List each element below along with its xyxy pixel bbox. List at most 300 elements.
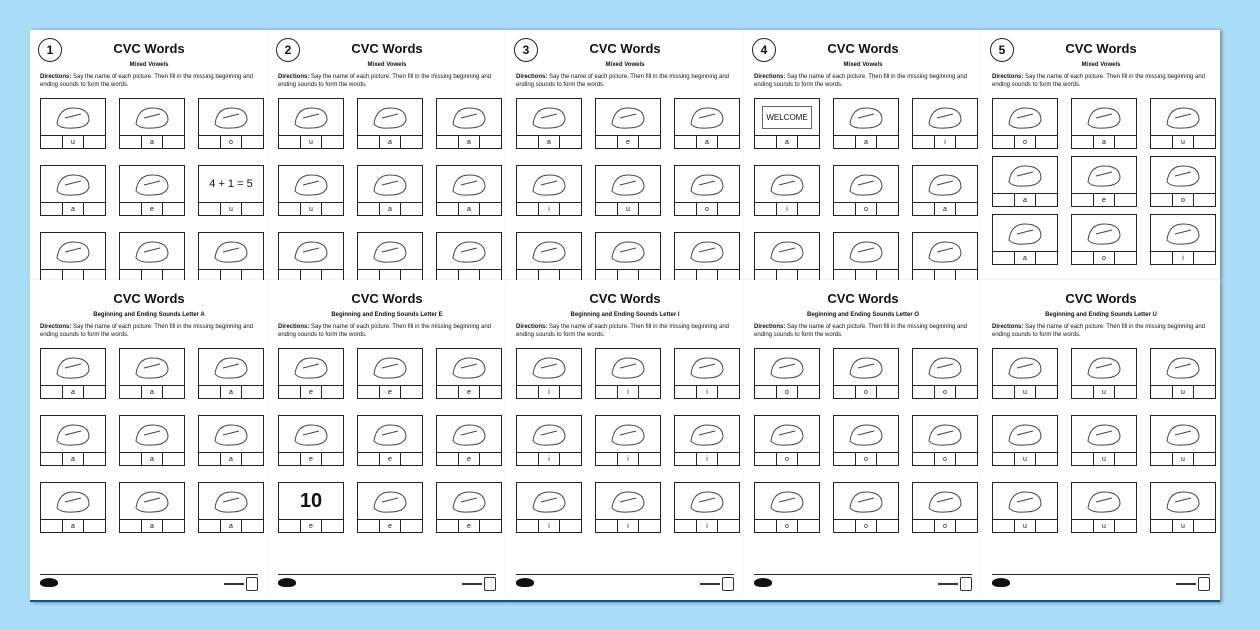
ending-sound-box[interactable]: [955, 269, 978, 280]
beginning-sound-box[interactable]: [595, 202, 618, 216]
vowel-box: e: [379, 385, 402, 399]
worksheet-mixed-3: [506, 30, 744, 280]
ending-sound-box[interactable]: [638, 202, 661, 216]
ending-sound-box[interactable]: [638, 385, 661, 399]
vowel-box: u: [1014, 452, 1037, 466]
ending-sound-box[interactable]: [717, 452, 740, 466]
beginning-sound-box[interactable]: [198, 385, 221, 399]
beginning-sound-box[interactable]: [198, 269, 221, 280]
beginning-sound-box[interactable]: [912, 385, 935, 399]
letter-boxes: [278, 269, 344, 280]
beginning-sound-box[interactable]: [754, 519, 777, 533]
ending-sound-box[interactable]: [479, 269, 502, 280]
ending-sound-box[interactable]: [241, 385, 264, 399]
mad-face-icon: [833, 98, 899, 136]
ending-sound-box[interactable]: [83, 269, 106, 280]
letter-boxes: [754, 385, 820, 399]
beginning-sound-box[interactable]: [198, 135, 221, 149]
ending-sound-box[interactable]: [797, 452, 820, 466]
zip-icon: [754, 165, 820, 203]
ending-sound-box[interactable]: [717, 519, 740, 533]
letter-boxes: [992, 193, 1058, 207]
beginning-sound-box[interactable]: [912, 452, 935, 466]
vowel-box: u: [617, 202, 640, 216]
ending-sound-box[interactable]: [162, 269, 185, 280]
tin-icon: [674, 415, 740, 453]
letter-boxes: [278, 519, 344, 533]
ending-sound-box[interactable]: [1193, 251, 1216, 265]
ending-sound-box[interactable]: [717, 135, 740, 149]
beginning-sound-box[interactable]: [833, 452, 856, 466]
ending-sound-box[interactable]: [955, 385, 978, 399]
letter-boxes: [119, 452, 185, 466]
vowel-box: e: [379, 452, 402, 466]
pop-icon: [674, 165, 740, 203]
ending-sound-box[interactable]: [717, 269, 740, 280]
beginning-sound-box[interactable]: [595, 519, 618, 533]
vowel-box: a: [379, 135, 402, 149]
beginning-sound-box[interactable]: [595, 385, 618, 399]
vowel-box: o: [855, 519, 878, 533]
tag-icon: [674, 98, 740, 136]
word-cell: [595, 165, 661, 217]
beginning-sound-box[interactable]: [119, 452, 142, 466]
beginning-sound-box[interactable]: [754, 452, 777, 466]
beginning-sound-box[interactable]: [357, 385, 380, 399]
letter-boxes: [278, 135, 344, 149]
ending-sound-box[interactable]: [1114, 193, 1137, 207]
net-icon: [198, 348, 264, 386]
ending-sound-box[interactable]: [321, 519, 344, 533]
vowel-box: u: [1172, 519, 1195, 533]
beginning-sound-box[interactable]: [516, 269, 539, 280]
ending-sound-box[interactable]: [400, 269, 423, 280]
directions: [516, 73, 740, 89]
beginning-sound-box[interactable]: [992, 519, 1015, 533]
beginning-sound-box[interactable]: [992, 452, 1015, 466]
beginning-sound-box[interactable]: [754, 135, 777, 149]
letter-boxes: [119, 385, 185, 399]
ending-sound-box[interactable]: [479, 452, 502, 466]
pen-icon: [119, 165, 185, 203]
ending-sound-box[interactable]: [559, 385, 582, 399]
word-cell: [595, 482, 661, 534]
sun-icon: [1150, 415, 1216, 453]
ending-sound-box[interactable]: [1035, 519, 1058, 533]
letter-boxes: [119, 269, 185, 280]
beginning-sound-box[interactable]: [278, 452, 301, 466]
beginning-sound-box[interactable]: [516, 135, 539, 149]
beginning-sound-box[interactable]: [278, 385, 301, 399]
beginning-sound-box[interactable]: [516, 452, 539, 466]
beginning-sound-box[interactable]: [40, 519, 63, 533]
vowel-box: a: [141, 452, 164, 466]
word-cell: [436, 98, 502, 150]
beginning-sound-box[interactable]: [516, 202, 539, 216]
vowel-box: [617, 269, 640, 280]
word-cell: [833, 482, 899, 534]
hut-icon: [1071, 482, 1137, 520]
beginning-sound-box[interactable]: [992, 135, 1015, 149]
word-cell: [992, 415, 1058, 467]
word-cell: [992, 98, 1058, 150]
beginning-sound-box[interactable]: [912, 269, 935, 280]
ending-sound-box[interactable]: [876, 202, 899, 216]
word-cell: [674, 232, 740, 280]
beginning-sound-box[interactable]: [516, 385, 539, 399]
word-cell: [833, 232, 899, 280]
beginning-sound-box[interactable]: [674, 202, 697, 216]
worksheet-mixed-5: [982, 30, 1220, 280]
boy-icon: [833, 232, 899, 270]
picture-text: 10: [299, 489, 323, 512]
box-icon: [1150, 156, 1216, 194]
beginning-sound-box[interactable]: [1150, 135, 1173, 149]
letter-boxes: [1071, 193, 1137, 207]
ending-sound-box[interactable]: [717, 385, 740, 399]
ending-sound-box[interactable]: [1114, 519, 1137, 533]
letter-boxes: [1071, 251, 1137, 265]
beginning-sound-box[interactable]: [357, 269, 380, 280]
ending-sound-box[interactable]: [321, 452, 344, 466]
ending-sound-box[interactable]: [1114, 135, 1137, 149]
ending-sound-box[interactable]: [162, 385, 185, 399]
beginning-sound-box[interactable]: [1150, 452, 1173, 466]
ending-sound-box[interactable]: [955, 452, 978, 466]
ending-sound-box[interactable]: [797, 135, 820, 149]
ending-sound-box[interactable]: [955, 519, 978, 533]
beginning-sound-box[interactable]: [278, 202, 301, 216]
ending-sound-box[interactable]: [479, 135, 502, 149]
ending-sound-box[interactable]: [241, 202, 264, 216]
ending-sound-box[interactable]: [479, 385, 502, 399]
beginning-sound-box[interactable]: [198, 202, 221, 216]
footer-url-mark: [700, 583, 720, 585]
ending-sound-box[interactable]: [400, 452, 423, 466]
vowel-box: a: [220, 519, 243, 533]
beginning-sound-box[interactable]: [119, 202, 142, 216]
ending-sound-box[interactable]: [955, 135, 978, 149]
ending-sound-box[interactable]: [559, 269, 582, 280]
vowel-box: i: [617, 385, 640, 399]
beginning-sound-box[interactable]: [119, 135, 142, 149]
beginning-sound-box[interactable]: [674, 269, 697, 280]
vowel-box: o: [220, 135, 243, 149]
directions: [40, 323, 264, 339]
directions-text: Say the name of each picture. Then fill in the missing beginning and ending sounds to form the words.: [516, 324, 730, 338]
letter-boxes: [357, 269, 423, 280]
ending-sound-box[interactable]: [1035, 193, 1058, 207]
word-cell: [278, 98, 344, 150]
directions-label: Directions:: [754, 324, 786, 330]
word-cell: [119, 482, 185, 534]
ending-sound-box[interactable]: [559, 135, 582, 149]
letter-boxes: [357, 452, 423, 466]
beginning-sound-box[interactable]: [1071, 385, 1094, 399]
beginning-sound-box[interactable]: [1150, 251, 1173, 265]
ending-sound-box[interactable]: [797, 385, 820, 399]
ending-sound-box[interactable]: [797, 202, 820, 216]
cup-icon: [992, 482, 1058, 520]
ending-sound-box[interactable]: [83, 385, 106, 399]
ending-sound-box[interactable]: [638, 519, 661, 533]
ending-sound-box[interactable]: [1114, 452, 1137, 466]
beginning-sound-box[interactable]: [357, 452, 380, 466]
ending-sound-box[interactable]: [1193, 385, 1216, 399]
letter-boxes: [1071, 135, 1137, 149]
jet-icon: [278, 415, 344, 453]
beginning-sound-box[interactable]: [754, 385, 777, 399]
worksheet-mixed-4: [744, 30, 982, 280]
vowel-box: e: [1093, 193, 1116, 207]
worksheet-letter-2: [268, 280, 506, 602]
man-icon: [119, 415, 185, 453]
ending-sound-box[interactable]: [1035, 385, 1058, 399]
ending-sound-box[interactable]: [162, 519, 185, 533]
ending-sound-box[interactable]: [83, 202, 106, 216]
ending-sound-box[interactable]: [1114, 251, 1137, 265]
ending-sound-box[interactable]: [876, 385, 899, 399]
ending-sound-box[interactable]: [1193, 519, 1216, 533]
directions-label: Directions:: [516, 324, 548, 330]
ending-sound-box[interactable]: [479, 202, 502, 216]
directions-label: Directions:: [278, 324, 310, 330]
ending-sound-box[interactable]: [83, 519, 106, 533]
beginning-sound-box[interactable]: [119, 269, 142, 280]
fin-icon: [516, 415, 582, 453]
directions-label: Directions:: [992, 74, 1024, 80]
beginning-sound-box[interactable]: [436, 135, 459, 149]
ending-sound-box[interactable]: [638, 269, 661, 280]
beginning-sound-box[interactable]: [1071, 135, 1094, 149]
ending-sound-box[interactable]: [241, 519, 264, 533]
ending-sound-box[interactable]: [321, 135, 344, 149]
ending-sound-box[interactable]: [797, 519, 820, 533]
ending-sound-box[interactable]: [162, 135, 185, 149]
ending-sound-box[interactable]: [1035, 251, 1058, 265]
beginning-sound-box[interactable]: [436, 452, 459, 466]
ending-sound-box[interactable]: [876, 269, 899, 280]
vowel-box: u: [1093, 519, 1116, 533]
beginning-sound-box[interactable]: [833, 385, 856, 399]
ending-sound-box[interactable]: [83, 452, 106, 466]
letter-boxes: [754, 135, 820, 149]
word-cell: [1150, 348, 1216, 400]
word-cell: [198, 415, 264, 467]
small-logo-icon: [722, 577, 734, 591]
ending-sound-box[interactable]: [955, 202, 978, 216]
ending-sound-box[interactable]: [797, 269, 820, 280]
ending-sound-box[interactable]: [400, 202, 423, 216]
ending-sound-box[interactable]: [638, 135, 661, 149]
word-cell: [119, 165, 185, 217]
directions-label: Directions:: [754, 74, 786, 80]
ending-sound-box[interactable]: [1193, 452, 1216, 466]
word-cell: [1071, 348, 1137, 400]
beginning-sound-box[interactable]: [357, 519, 380, 533]
vowel-box: a: [855, 135, 878, 149]
sheet-footer: [754, 574, 972, 593]
beginning-sound-box[interactable]: [833, 519, 856, 533]
ending-sound-box[interactable]: [321, 269, 344, 280]
beginning-sound-box[interactable]: [674, 135, 697, 149]
beginning-sound-box[interactable]: [436, 519, 459, 533]
ending-sound-box[interactable]: [559, 452, 582, 466]
beginning-sound-box[interactable]: [912, 519, 935, 533]
directions: [992, 323, 1216, 339]
ending-sound-box[interactable]: [876, 519, 899, 533]
vowel-box: a: [458, 135, 481, 149]
mop-icon: [278, 232, 344, 270]
letter-boxes: [516, 269, 582, 280]
directions-text: Say the name of each picture. Then fill in the missing beginning and ending sounds to form the words.: [754, 324, 968, 338]
beginning-sound-box[interactable]: [912, 202, 935, 216]
beginning-sound-box[interactable]: [1150, 385, 1173, 399]
sheet-title: CVC Words: [827, 291, 899, 306]
bed-icon: [357, 348, 423, 386]
beginning-sound-box[interactable]: [119, 385, 142, 399]
beginning-sound-box[interactable]: [436, 385, 459, 399]
letter-boxes: [40, 135, 106, 149]
vowel-box: o: [1014, 135, 1037, 149]
beginning-sound-box[interactable]: [833, 202, 856, 216]
letter-boxes: [674, 385, 740, 399]
rug-icon: [1150, 482, 1216, 520]
sheet-title: CVC Words: [589, 41, 661, 56]
fox-icon: [833, 482, 899, 520]
beginning-sound-box[interactable]: [1150, 519, 1173, 533]
vowel-box: o: [776, 385, 799, 399]
beginning-sound-box[interactable]: [516, 519, 539, 533]
ending-sound-box[interactable]: [162, 202, 185, 216]
letter-boxes: [595, 385, 661, 399]
vowel-box: o: [934, 452, 957, 466]
ending-sound-box[interactable]: [638, 452, 661, 466]
letter-boxes: [992, 519, 1058, 533]
beginning-sound-box[interactable]: [754, 202, 777, 216]
beginning-sound-box[interactable]: [754, 269, 777, 280]
footer-url-mark: [938, 583, 958, 585]
beginning-sound-box[interactable]: [40, 202, 63, 216]
beginning-sound-box[interactable]: [674, 519, 697, 533]
vowel-box: o: [934, 385, 957, 399]
beginning-sound-box[interactable]: [198, 452, 221, 466]
beginning-sound-box[interactable]: [40, 135, 63, 149]
ending-sound-box[interactable]: [241, 135, 264, 149]
beginning-sound-box[interactable]: [278, 135, 301, 149]
ending-sound-box[interactable]: [559, 519, 582, 533]
ending-sound-box[interactable]: [1193, 193, 1216, 207]
vowel-box: o: [855, 202, 878, 216]
letter-boxes: [595, 269, 661, 280]
vowel-box: [379, 269, 402, 280]
word-cell: [595, 415, 661, 467]
ending-sound-box[interactable]: [479, 519, 502, 533]
beginning-sound-box[interactable]: [674, 385, 697, 399]
beginning-sound-box[interactable]: [992, 251, 1015, 265]
ending-sound-box[interactable]: [1035, 135, 1058, 149]
word-cell: [516, 165, 582, 217]
tug-icon: [595, 165, 661, 203]
word-cell: [595, 98, 661, 150]
beginning-sound-box[interactable]: [436, 269, 459, 280]
sheet-number-badge: 5: [990, 38, 1014, 62]
directions-text: Say the name of each picture. Then fill in the missing beginning and ending sounds to form the words.: [40, 324, 254, 338]
beginning-sound-box[interactable]: [833, 135, 856, 149]
beginning-sound-box[interactable]: [1071, 452, 1094, 466]
ending-sound-box[interactable]: [717, 202, 740, 216]
beginning-sound-box[interactable]: [595, 135, 618, 149]
ending-sound-box[interactable]: [1193, 135, 1216, 149]
can-icon: [198, 415, 264, 453]
beginning-sound-box[interactable]: [912, 135, 935, 149]
beginning-sound-box[interactable]: [119, 519, 142, 533]
beginning-sound-box[interactable]: [278, 269, 301, 280]
ending-sound-box[interactable]: [876, 135, 899, 149]
word-cell: [1071, 482, 1137, 534]
word-cell: [992, 156, 1058, 208]
directions-text: Say the name of each picture. Then fill in the missing beginning and ending sounds to form the words.: [754, 74, 968, 88]
beginning-sound-box[interactable]: [674, 452, 697, 466]
word-cell: [278, 482, 344, 534]
word-cell: [40, 415, 106, 467]
beginning-sound-box[interactable]: [833, 269, 856, 280]
log-icon: [754, 415, 820, 453]
directions-label: Directions:: [516, 74, 548, 80]
word-cell: [119, 232, 185, 280]
vowel-box: e: [458, 452, 481, 466]
vowel-box: i: [1172, 251, 1195, 265]
beginning-sound-box[interactable]: [1071, 251, 1094, 265]
beginning-sound-box[interactable]: [1071, 519, 1094, 533]
beginning-sound-box[interactable]: [357, 135, 380, 149]
worksheet-mixed-1: [30, 30, 268, 280]
ending-sound-box[interactable]: [241, 269, 264, 280]
beginning-sound-box[interactable]: [357, 202, 380, 216]
sheet-title: CVC Words: [1065, 41, 1137, 56]
beginning-sound-box[interactable]: [595, 452, 618, 466]
beginning-sound-box[interactable]: [1071, 193, 1094, 207]
ending-sound-box[interactable]: [1035, 452, 1058, 466]
word-cell: [436, 232, 502, 280]
ending-sound-box[interactable]: [1114, 385, 1137, 399]
ending-sound-box[interactable]: [241, 452, 264, 466]
ending-sound-box[interactable]: [162, 452, 185, 466]
ending-sound-box[interactable]: [321, 385, 344, 399]
beginning-sound-box[interactable]: [436, 202, 459, 216]
ending-sound-box[interactable]: [83, 135, 106, 149]
ending-sound-box[interactable]: [400, 135, 423, 149]
ending-sound-box[interactable]: [559, 202, 582, 216]
letter-boxes: [516, 202, 582, 216]
vowel-box: a: [696, 135, 719, 149]
vowel-box: u: [1093, 385, 1116, 399]
ending-sound-box[interactable]: [400, 519, 423, 533]
beginning-sound-box[interactable]: [595, 269, 618, 280]
beginning-sound-box[interactable]: [40, 452, 63, 466]
letter-boxes: [992, 385, 1058, 399]
beginning-sound-box[interactable]: [992, 385, 1015, 399]
beginning-sound-box[interactable]: [40, 385, 63, 399]
ending-sound-box[interactable]: [321, 202, 344, 216]
beginning-sound-box[interactable]: [1150, 193, 1173, 207]
ending-sound-box[interactable]: [400, 385, 423, 399]
beginning-sound-box[interactable]: [40, 269, 63, 280]
ending-sound-box[interactable]: [876, 452, 899, 466]
beginning-sound-box[interactable]: [278, 519, 301, 533]
beginning-sound-box[interactable]: [198, 519, 221, 533]
beginning-sound-box[interactable]: [992, 193, 1015, 207]
